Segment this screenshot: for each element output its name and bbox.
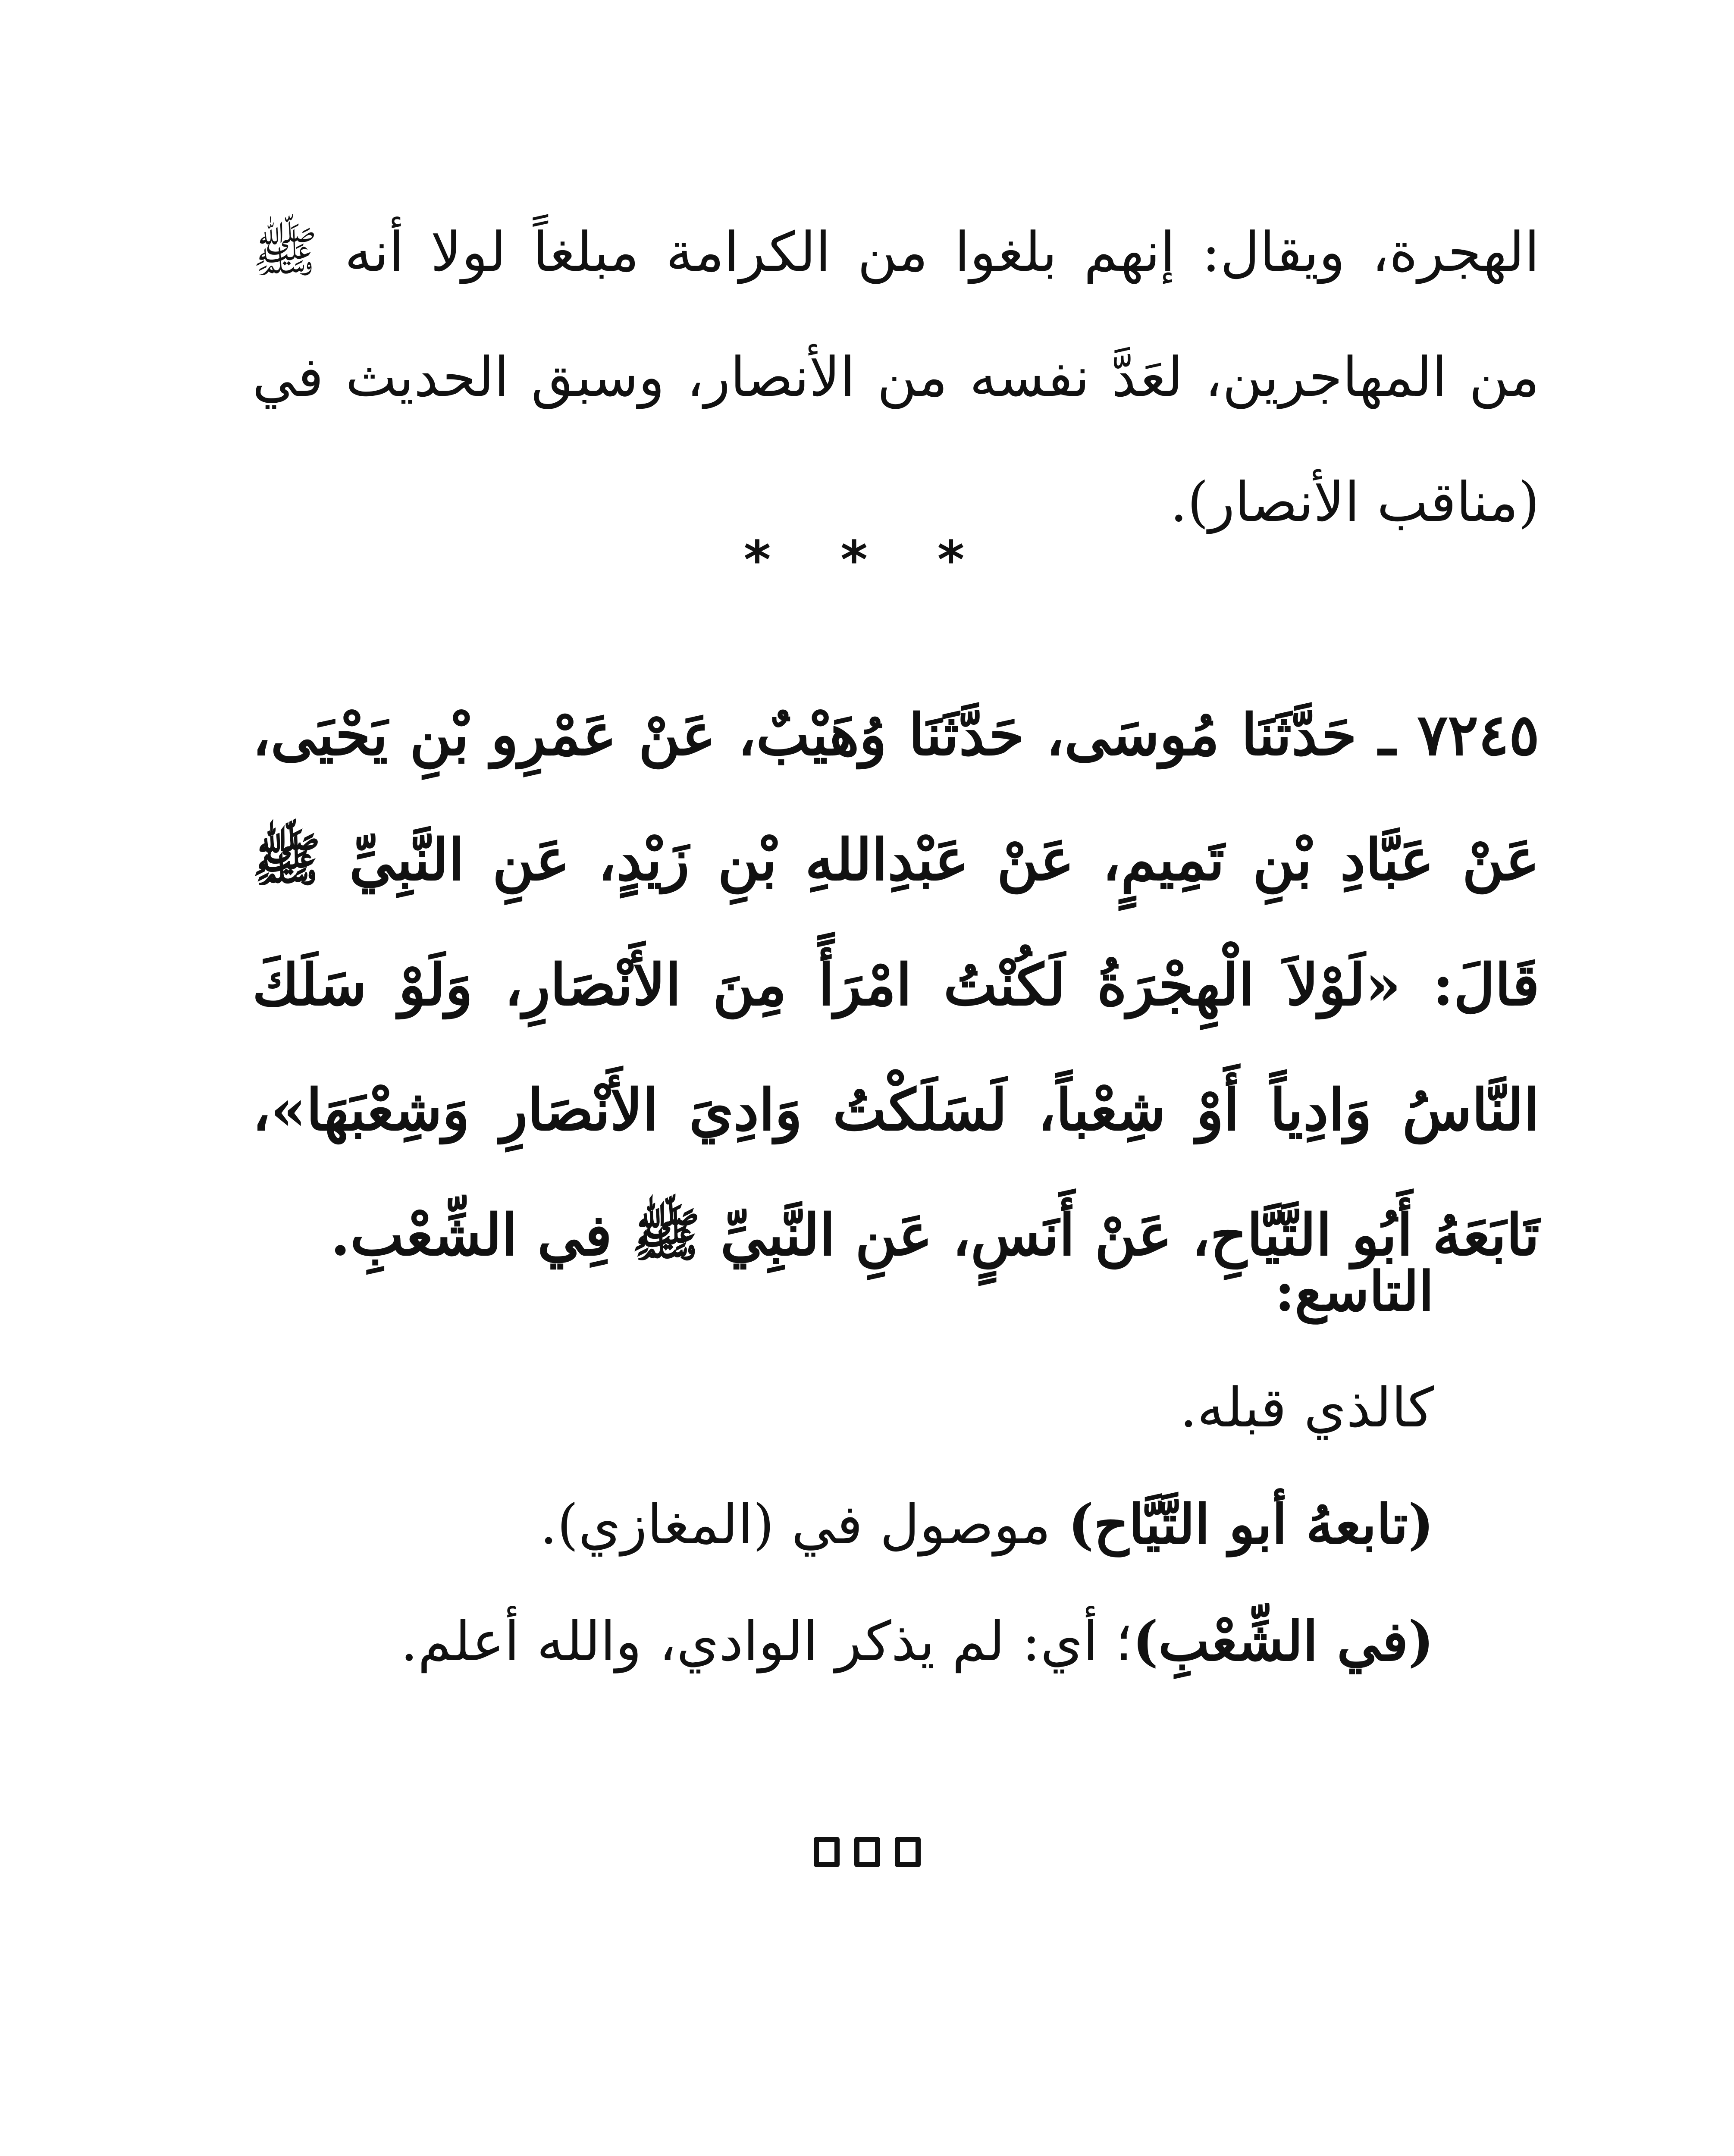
ornament-box (854, 1837, 880, 1867)
commentary-line-3-quote: (في الشِّعْبِ) (1132, 1609, 1434, 1673)
commentary-line-3-text: ؛ أي: لم يذكر الوادي، والله أعلم. (400, 1610, 1133, 1673)
commentary-line-2 (252, 1466, 1434, 1583)
hadith-paragraph: ٧٢٤٥ ـ حَدَّثَنَا مُوسَى، حَدَّثَنَا وُهَيْبٌ، عَنْ عَمْرِو بْنِ يَحْيَى، عَنْ عَبَّادِ بْنِ تَمِيمٍ، عَنْ عَبْدِاللهِ بْنِ زَيْدٍ، عَنِ النَّبِيِّ ﷺ قَالَ: «لَوْلاَ الْهِجْرَةُ لَكُنْتُ امْرَأً مِنَ الأَنْصَارِ، وَلَوْ سَلَكَ النَّاسُ وَادِياً أَوْ شِعْباً، لَسَلَكْتُ وَادِيَ الأَنْصَارِ وَشِعْبَهَا»، تَابَعَهُ أَبُو التَّيَّاحِ، عَنْ أَنَسٍ، عَنِ النَّبِيِّ ﷺ فِي الشِّعْبِ. (252, 702, 1540, 1269)
section-separator: * * * (743, 530, 991, 590)
end-ornament (0, 1837, 1734, 1867)
commentary-heading: التاسع: (1275, 1260, 1434, 1323)
ornament-box (895, 1837, 921, 1867)
commentary-line-1: كالذي قبله. (1179, 1376, 1434, 1439)
intro-paragraph: الهجرة، ويقال: إنهم بلغوا من الكرامة مبلغاً لولا أنه ﷺ من المهاجرين، لعَدَّ نفسه من الأنصار، وسبق الحديث في (مناقب الأنصار). (252, 220, 1540, 534)
ornament-box (814, 1837, 840, 1867)
commentary-line-2-quote: (تابعهُ أبو التَّيَّاح) (1068, 1492, 1434, 1556)
commentary-line-3 (252, 1583, 1434, 1700)
commentary-section (252, 1233, 1434, 1700)
commentary-line-2-text: موصول في (المغازي). (539, 1493, 1068, 1556)
